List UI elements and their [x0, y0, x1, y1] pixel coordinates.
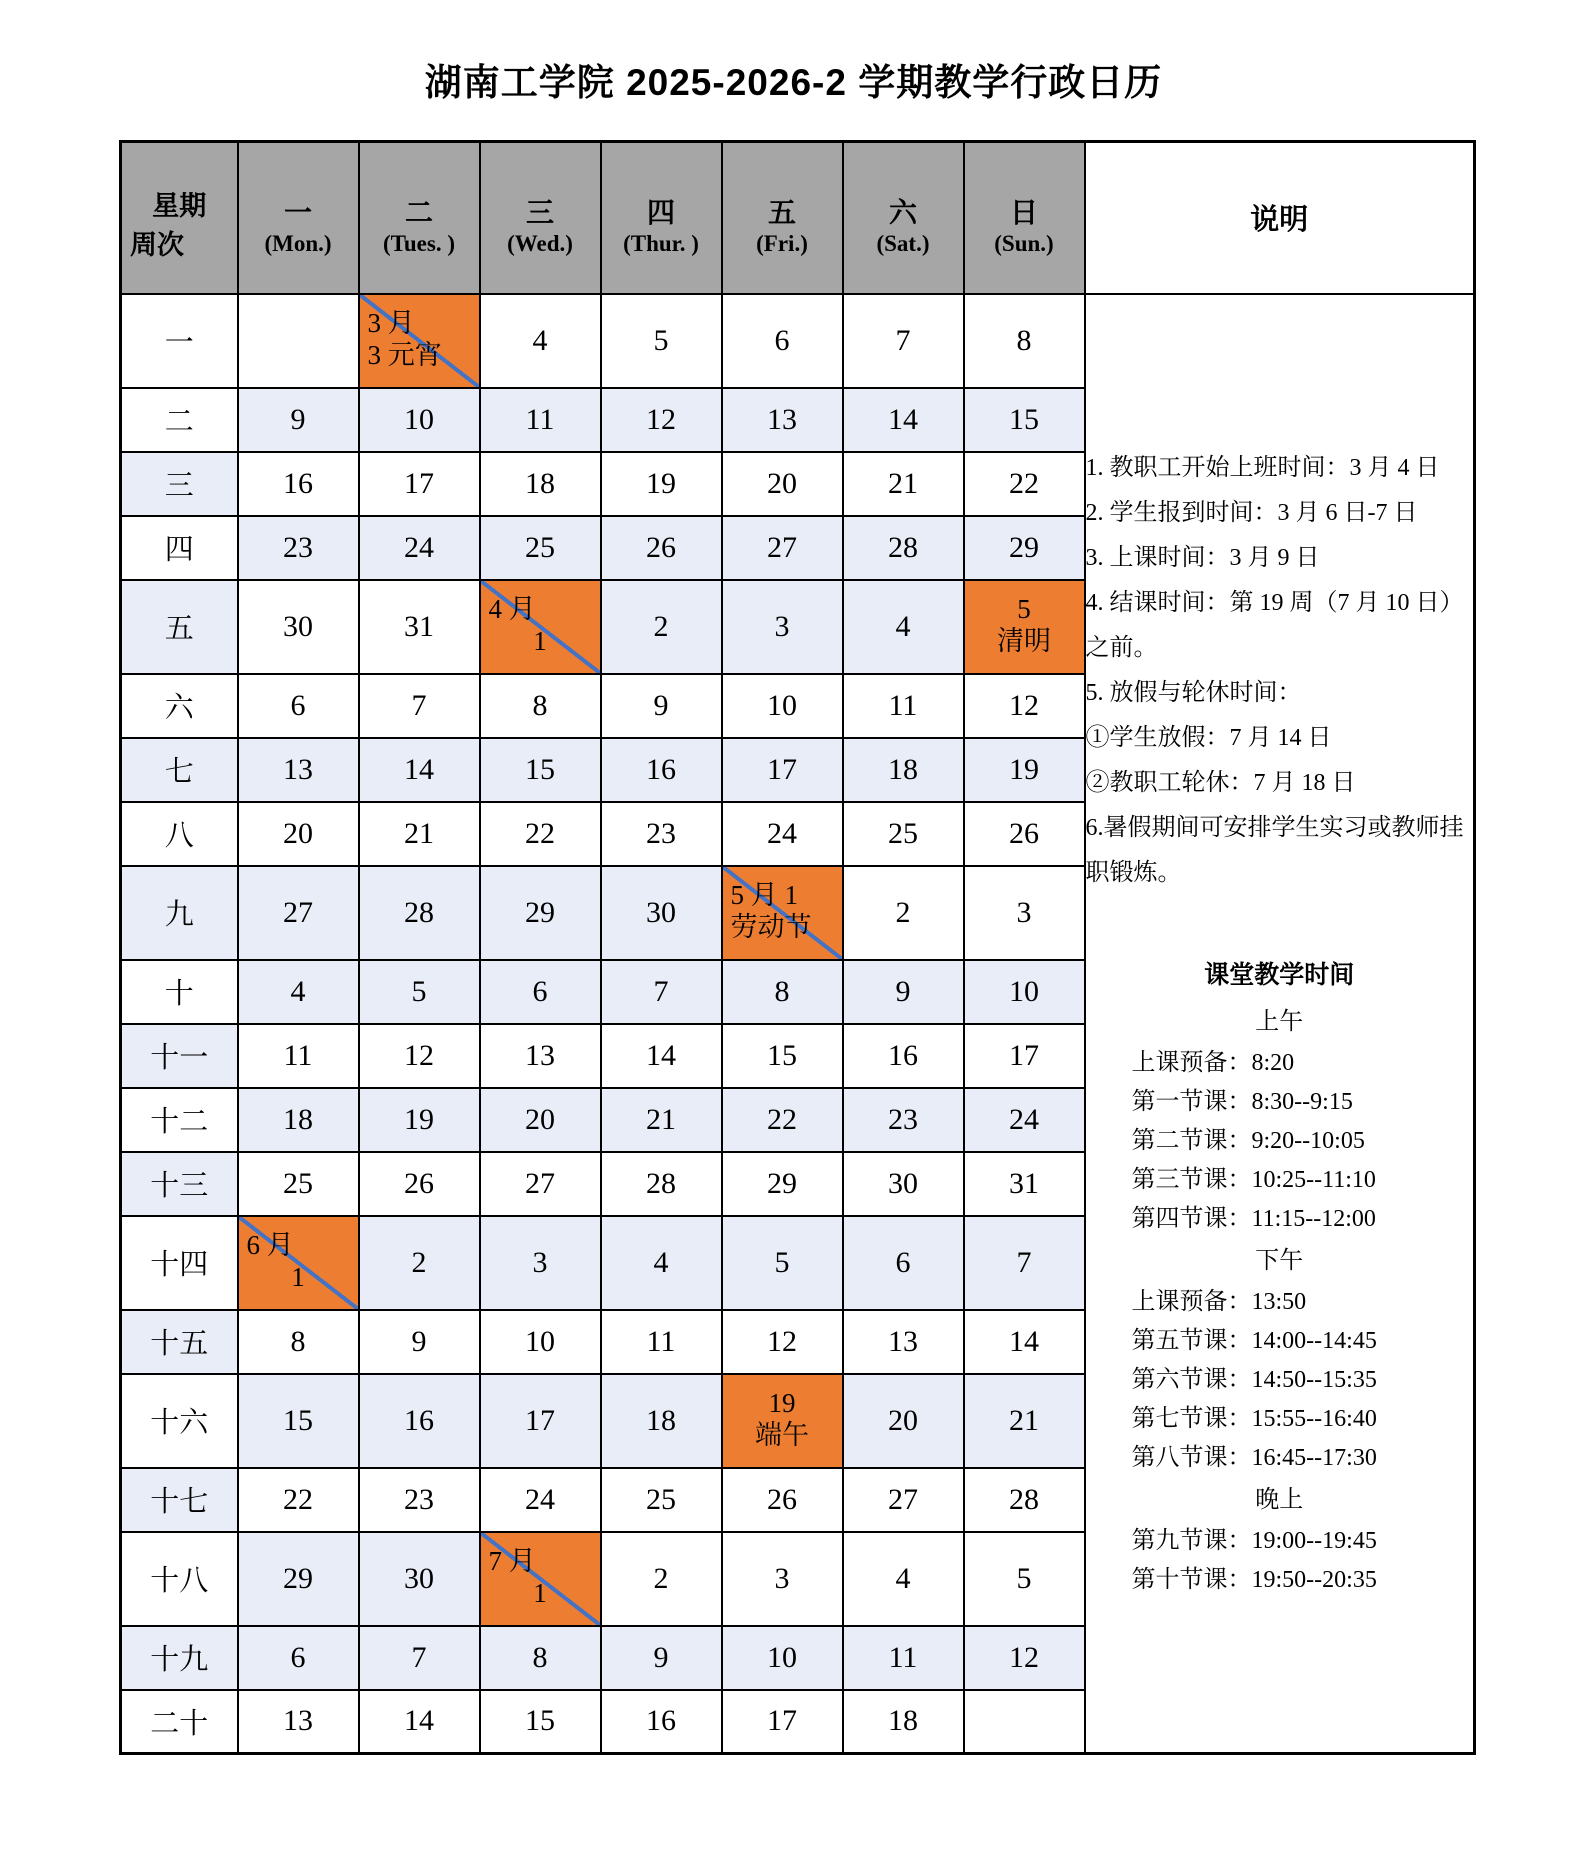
day-cell: 13 [843, 1310, 964, 1374]
note-line: 第一节课：8:30--9:15 [1131, 1089, 1353, 1116]
day-cell: 7 [359, 674, 480, 738]
day-cell: 31 [359, 580, 480, 674]
day-cell: 14 [359, 1690, 480, 1754]
weekday-cn-label: 四 [646, 196, 675, 228]
notes-section-title: 课堂教学时间 [1204, 962, 1355, 990]
day-cell: 6 [480, 960, 601, 1024]
day-cell: 16 [359, 1374, 480, 1468]
week-number-label: 二 [121, 388, 238, 452]
day-cell: 18 [480, 452, 601, 516]
day-cell: 2 [601, 1532, 722, 1626]
day-cell: 29 [480, 866, 601, 960]
day-cell: 31 [964, 1152, 1085, 1216]
day-cell: 20 [238, 802, 359, 866]
day-cell: 29 [964, 516, 1085, 580]
day-cell: 16 [843, 1024, 964, 1088]
day-cell: 24 [480, 1468, 601, 1532]
day-cell: 6 [843, 1216, 964, 1310]
holiday-cell [722, 866, 843, 960]
day-cell [238, 294, 359, 388]
day-cell: 27 [480, 1152, 601, 1216]
day-cell: 22 [480, 802, 601, 866]
holiday-date-label: 6 月 [246, 1230, 294, 1261]
day-cell: 9 [843, 960, 964, 1024]
notes-subsection-label: 下午 [1255, 1248, 1304, 1275]
day-cell: 28 [601, 1152, 722, 1216]
day-cell: 21 [964, 1374, 1085, 1468]
note-line: 1. 教职工开始上班时间：3 月 4 日 [1085, 455, 1440, 482]
day-cell: 11 [238, 1024, 359, 1088]
day-cell: 8 [964, 294, 1085, 388]
weekday-en-label: (Sun.) [994, 230, 1054, 256]
day-cell: 19 [601, 452, 722, 516]
day-cell: 22 [722, 1088, 843, 1152]
day-cell: 3 [722, 580, 843, 674]
holiday-name-label: 3 元宵 [367, 339, 442, 370]
day-cell: 17 [722, 738, 843, 802]
day-cell: 13 [480, 1024, 601, 1088]
holiday-cell [722, 1374, 843, 1468]
day-cell: 29 [238, 1532, 359, 1626]
note-line: 第十节课：19:50--20:35 [1131, 1567, 1377, 1594]
weekday-header-mon [238, 142, 359, 294]
note-line: 第四节课：11:15--12:00 [1131, 1206, 1376, 1233]
day-cell: 17 [964, 1024, 1085, 1088]
day-cell: 15 [722, 1024, 843, 1088]
day-cell: 7 [359, 1626, 480, 1690]
day-cell: 30 [843, 1152, 964, 1216]
notes-content [1086, 446, 1474, 1600]
day-cell: 18 [843, 1690, 964, 1754]
day-cell: 24 [359, 516, 480, 580]
day-cell: 4 [601, 1216, 722, 1310]
day-cell: 11 [601, 1310, 722, 1374]
holiday-name-label: 1 [533, 1577, 547, 1608]
day-cell: 9 [601, 1626, 722, 1690]
note-line: 上课预备：8:20 [1131, 1050, 1295, 1077]
day-cell: 28 [843, 516, 964, 580]
day-cell: 10 [964, 960, 1085, 1024]
week-number-label: 五 [121, 580, 238, 674]
note-line: 第五节课：14:00--14:45 [1131, 1328, 1377, 1355]
day-cell: 22 [964, 452, 1085, 516]
day-cell: 16 [238, 452, 359, 516]
day-cell: 26 [964, 802, 1085, 866]
week-number-label: 十七 [121, 1468, 238, 1532]
day-cell: 17 [480, 1374, 601, 1468]
holiday-date-label: 19 [768, 1388, 796, 1419]
day-cell: 12 [964, 674, 1085, 738]
day-cell: 21 [359, 802, 480, 866]
day-cell: 22 [238, 1468, 359, 1532]
day-cell: 7 [601, 960, 722, 1024]
day-cell: 13 [238, 738, 359, 802]
day-cell: 18 [238, 1088, 359, 1152]
holiday-cell [238, 1216, 359, 1310]
day-cell: 13 [238, 1690, 359, 1754]
day-cell: 17 [722, 1690, 843, 1754]
day-cell: 4 [480, 294, 601, 388]
week-number-label: 二十 [121, 1690, 238, 1754]
week-number-corner-label: 周次 [130, 229, 184, 260]
day-cell: 8 [480, 1626, 601, 1690]
day-cell: 25 [238, 1152, 359, 1216]
weekday-corner-label: 星期 [152, 190, 207, 221]
note-line: 2. 学生报到时间：3 月 6 日-7 日 [1085, 500, 1418, 527]
weekday-header-sat [843, 142, 964, 294]
weekday-en-label: (Thur. ) [623, 230, 699, 256]
day-cell: 13 [722, 388, 843, 452]
day-cell: 16 [601, 738, 722, 802]
day-cell: 25 [480, 516, 601, 580]
note-line: 6.暑假期间可安排学生实习或教师挂职锻炼。 [1085, 815, 1464, 887]
day-cell: 18 [843, 738, 964, 802]
holiday-name-label: 劳动节 [730, 911, 812, 942]
day-cell: 19 [359, 1088, 480, 1152]
day-cell: 11 [843, 674, 964, 738]
note-line: 第七节课：15:55--16:40 [1131, 1406, 1377, 1433]
note-line: ①学生放假：7 月 14 日 [1085, 725, 1332, 752]
day-cell: 12 [964, 1626, 1085, 1690]
note-line: ②教职工轮休：7 月 18 日 [1085, 770, 1356, 797]
day-cell: 2 [843, 866, 964, 960]
note-line: 5. 放假与轮休时间： [1085, 680, 1302, 707]
weekday-header-tues [359, 142, 480, 294]
day-cell: 21 [601, 1088, 722, 1152]
note-line: 上课预备：13:50 [1131, 1289, 1307, 1316]
holiday-cell [480, 1532, 601, 1626]
day-cell: 6 [722, 294, 843, 388]
day-cell: 5 [964, 1532, 1085, 1626]
day-cell: 10 [480, 1310, 601, 1374]
holiday-cell [964, 580, 1085, 674]
day-cell: 5 [601, 294, 722, 388]
day-cell: 26 [359, 1152, 480, 1216]
notes-spacer [1086, 896, 1474, 952]
day-cell: 10 [722, 1626, 843, 1690]
day-cell: 26 [722, 1468, 843, 1532]
weekday-header-fri [722, 142, 843, 294]
holiday-date-label: 5 月 1 [730, 880, 798, 911]
week-number-label: 十三 [121, 1152, 238, 1216]
day-cell: 24 [964, 1088, 1085, 1152]
day-cell [964, 1690, 1085, 1754]
day-cell: 14 [843, 388, 964, 452]
week-number-label: 八 [121, 802, 238, 866]
day-cell: 11 [843, 1626, 964, 1690]
holiday-cell [480, 580, 601, 674]
day-cell: 28 [964, 1468, 1085, 1532]
week-number-label: 七 [121, 738, 238, 802]
day-cell: 25 [601, 1468, 722, 1532]
day-cell: 8 [480, 674, 601, 738]
holiday-date-label: 7 月 [488, 1546, 536, 1577]
day-cell: 28 [359, 866, 480, 960]
week-row-1 [121, 294, 1475, 388]
day-cell: 27 [843, 1468, 964, 1532]
day-cell: 10 [359, 388, 480, 452]
note-line: 第九节课：19:00--19:45 [1131, 1528, 1377, 1555]
day-cell: 12 [601, 388, 722, 452]
calendar-table [119, 140, 1476, 1755]
day-cell: 16 [601, 1690, 722, 1754]
weekday-en-label: (Sat.) [876, 230, 930, 256]
weekday-en-label: (Wed.) [507, 230, 573, 256]
day-cell: 14 [359, 738, 480, 802]
day-cell: 15 [480, 1690, 601, 1754]
holiday-name-label: 清明 [997, 625, 1051, 656]
notes-panel [1085, 294, 1475, 1754]
day-cell: 20 [843, 1374, 964, 1468]
week-number-label: 一 [121, 294, 238, 388]
day-cell: 4 [238, 960, 359, 1024]
day-cell: 25 [843, 802, 964, 866]
weekday-cn-label: 日 [1009, 196, 1038, 228]
day-cell: 5 [722, 1216, 843, 1310]
holiday-name-label: 端午 [755, 1419, 809, 1450]
day-cell: 27 [238, 866, 359, 960]
day-cell: 3 [480, 1216, 601, 1310]
week-number-label: 三 [121, 452, 238, 516]
week-number-label: 十八 [121, 1532, 238, 1626]
day-cell: 30 [601, 866, 722, 960]
weekday-cn-label: 一 [283, 196, 312, 228]
day-cell: 14 [601, 1024, 722, 1088]
day-cell: 23 [359, 1468, 480, 1532]
day-cell: 2 [359, 1216, 480, 1310]
day-cell: 30 [238, 580, 359, 674]
week-number-label: 九 [121, 866, 238, 960]
day-cell: 2 [601, 580, 722, 674]
weekday-en-label: (Fri.) [756, 230, 808, 256]
day-cell: 20 [480, 1088, 601, 1152]
corner-header-cell [121, 142, 238, 294]
day-cell: 27 [722, 516, 843, 580]
week-number-label: 十一 [121, 1024, 238, 1088]
day-cell: 7 [964, 1216, 1085, 1310]
notes-subsection-label: 晚上 [1255, 1487, 1304, 1514]
holiday-date-label: 3 月 [367, 308, 415, 339]
day-cell: 3 [722, 1532, 843, 1626]
day-cell: 4 [843, 580, 964, 674]
note-line: 第三节课：10:25--11:10 [1131, 1167, 1376, 1194]
week-number-label: 十九 [121, 1626, 238, 1690]
day-cell: 6 [238, 1626, 359, 1690]
day-cell: 8 [722, 960, 843, 1024]
weekday-header-sun [964, 142, 1085, 294]
day-cell: 19 [964, 738, 1085, 802]
day-cell: 3 [964, 866, 1085, 960]
week-number-label: 十五 [121, 1310, 238, 1374]
day-cell: 12 [722, 1310, 843, 1374]
holiday-date-label: 5 [1017, 594, 1031, 625]
week-number-label: 十 [121, 960, 238, 1024]
week-number-label: 十四 [121, 1216, 238, 1310]
day-cell: 5 [359, 960, 480, 1024]
note-line: 3. 上课时间：3 月 9 日 [1085, 545, 1320, 572]
day-cell: 23 [238, 516, 359, 580]
note-line: 第六节课：14:50--15:35 [1131, 1367, 1377, 1394]
notes-header: 说明 [1085, 142, 1475, 294]
calendar-header-row [121, 142, 1475, 294]
holiday-cell [359, 294, 480, 388]
week-number-label: 四 [121, 516, 238, 580]
day-cell: 24 [722, 802, 843, 866]
day-cell: 9 [359, 1310, 480, 1374]
weekday-cn-label: 五 [767, 196, 796, 228]
day-cell: 8 [238, 1310, 359, 1374]
holiday-name-label: 1 [291, 1261, 305, 1292]
page-title: 湖南工学院 2025-2026-2 学期教学行政日历 [424, 62, 1163, 103]
day-cell: 23 [601, 802, 722, 866]
weekday-header-thur [601, 142, 722, 294]
day-cell: 4 [843, 1532, 964, 1626]
day-cell: 23 [843, 1088, 964, 1152]
weekday-header-wed [480, 142, 601, 294]
day-cell: 21 [843, 452, 964, 516]
day-cell: 10 [722, 674, 843, 738]
weekday-en-label: (Mon.) [264, 230, 332, 256]
weekday-cn-label: 二 [404, 196, 433, 228]
day-cell: 20 [722, 452, 843, 516]
day-cell: 6 [238, 674, 359, 738]
note-line: 第八节课：16:45--17:30 [1131, 1445, 1377, 1472]
day-cell: 11 [480, 388, 601, 452]
day-cell: 29 [722, 1152, 843, 1216]
note-line: 4. 结课时间：第 19 周（7 月 10 日）之前。 [1085, 590, 1464, 662]
week-number-label: 六 [121, 674, 238, 738]
day-cell: 30 [359, 1532, 480, 1626]
holiday-date-label: 4 月 [488, 594, 536, 625]
note-line: 第二节课：9:20--10:05 [1131, 1128, 1365, 1155]
notes-subsection-label: 上午 [1255, 1009, 1304, 1036]
day-cell: 17 [359, 452, 480, 516]
week-number-label: 十二 [121, 1088, 238, 1152]
weekday-cn-label: 六 [888, 196, 917, 228]
day-cell: 7 [843, 294, 964, 388]
holiday-name-label: 1 [533, 625, 547, 656]
day-cell: 9 [601, 674, 722, 738]
weekday-cn-label: 三 [525, 196, 554, 228]
day-cell: 12 [359, 1024, 480, 1088]
day-cell: 18 [601, 1374, 722, 1468]
day-cell: 15 [238, 1374, 359, 1468]
day-cell: 14 [964, 1310, 1085, 1374]
day-cell: 15 [480, 738, 601, 802]
day-cell: 15 [964, 388, 1085, 452]
day-cell: 9 [238, 388, 359, 452]
weekday-en-label: (Tues. ) [383, 230, 455, 256]
day-cell: 26 [601, 516, 722, 580]
week-number-label: 十六 [121, 1374, 238, 1468]
